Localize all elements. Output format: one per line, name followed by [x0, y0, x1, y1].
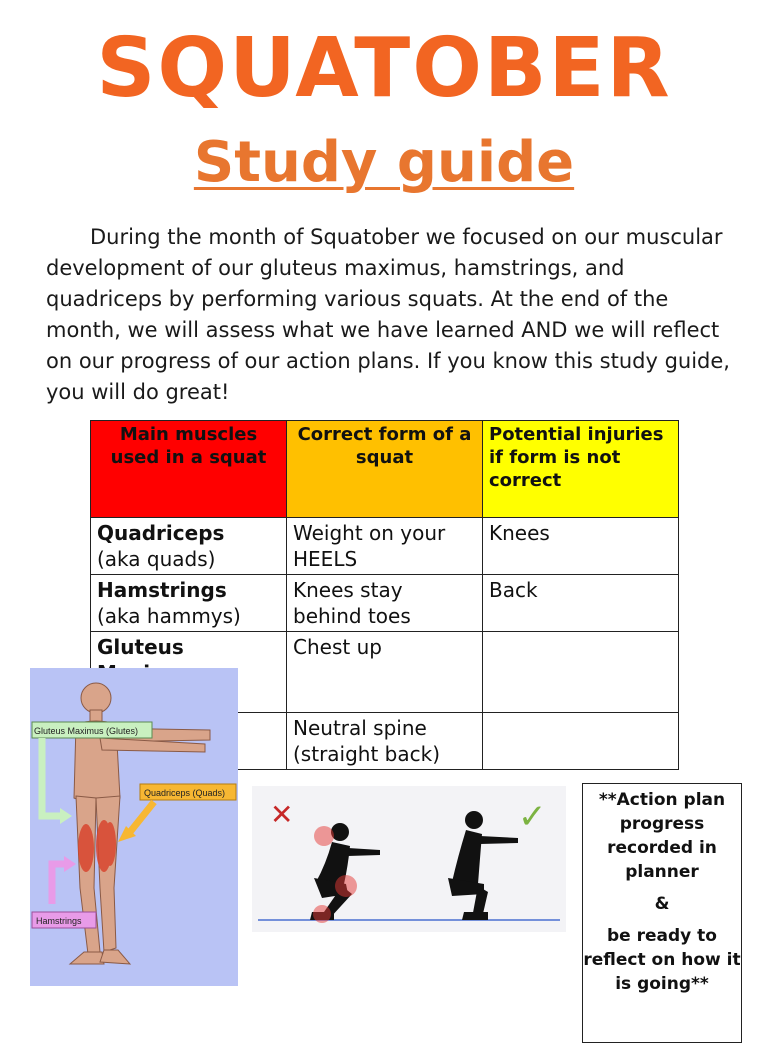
hamstrings-label: Hamstrings	[36, 916, 82, 926]
muscle-name: Hamstrings	[97, 578, 227, 602]
ankle-strain-highlight	[313, 905, 331, 923]
page-title: SQUATOBER	[96, 21, 672, 116]
anatomy-figure	[30, 668, 238, 986]
anatomy-illustration	[30, 668, 238, 986]
hamstrings-arrow-head	[64, 856, 76, 872]
form-cell: Neutral spine (straight back)	[287, 713, 483, 770]
action-plan-box	[582, 783, 742, 1043]
injury-cell: Back	[483, 575, 679, 632]
action-plan-reflect-text: be ready to reflect on how it is going**	[583, 926, 741, 994]
muscle-cell	[91, 575, 287, 632]
injury-cell	[483, 713, 679, 770]
left-leg-shape	[76, 796, 100, 954]
injury-cell: Knees	[483, 518, 679, 575]
table-row	[91, 575, 679, 632]
glutes-arrow	[42, 738, 60, 816]
action-plan-ampersand: &	[654, 894, 670, 914]
back-strain-highlight	[314, 826, 334, 846]
form-cell: Knees stay behind toes	[287, 575, 483, 632]
glutes-label: Gluteus Maximus (Glutes)	[34, 726, 139, 736]
right-leg-shape	[96, 796, 120, 952]
header-injuries: Potential injuries if form is not correct	[483, 421, 679, 518]
hamstring-muscle	[78, 824, 94, 872]
knee-strain-highlight	[335, 875, 357, 897]
header-muscles: Main muscles used in a squat	[91, 421, 287, 518]
header-form: Correct form of a squat	[287, 421, 483, 518]
muscle-name: Quadriceps	[97, 521, 225, 545]
correct-squat-figure	[448, 811, 518, 920]
table-row	[91, 518, 679, 575]
intro-text: During the month of Squatober we focused on our muscular development of our gluteus maximus, hamstrings, and quadriceps by performing various squats. At the end of the month, we will assess what we have learned AND we will reflect on our progress of our action plans. If you know this study guide, you will do great!	[46, 225, 730, 404]
muscle-aka: (aka quads)	[97, 547, 216, 571]
correct-mark-icon: ✓	[518, 797, 547, 837]
intro-paragraph	[46, 222, 736, 408]
action-plan-text: **Action plan progress recorded in planner	[598, 790, 726, 882]
injury-cell	[483, 632, 679, 713]
squat-figures	[252, 786, 566, 932]
head-shape	[81, 683, 111, 713]
form-cell: Weight on your HEELS	[287, 518, 483, 575]
quads-arrow	[130, 802, 154, 832]
left-foot-shape	[70, 952, 104, 964]
muscle-cell	[91, 518, 287, 575]
page-subtitle: Study guide	[193, 130, 575, 195]
table-header-row	[91, 421, 679, 518]
quadriceps-muscle-outer	[104, 822, 116, 866]
glutes-arrow-head	[60, 808, 72, 824]
right-foot-shape	[100, 950, 130, 964]
squat-comparison-illustration	[252, 786, 566, 932]
form-cell: Chest up	[287, 632, 483, 713]
quads-label: Quadriceps (Quads)	[144, 788, 226, 798]
wrong-mark-icon: ✕	[270, 798, 294, 831]
muscle-aka: (aka hammys)	[97, 604, 241, 628]
muscle-name: Gluteus	[97, 635, 184, 659]
hamstrings-arrow	[52, 864, 64, 904]
